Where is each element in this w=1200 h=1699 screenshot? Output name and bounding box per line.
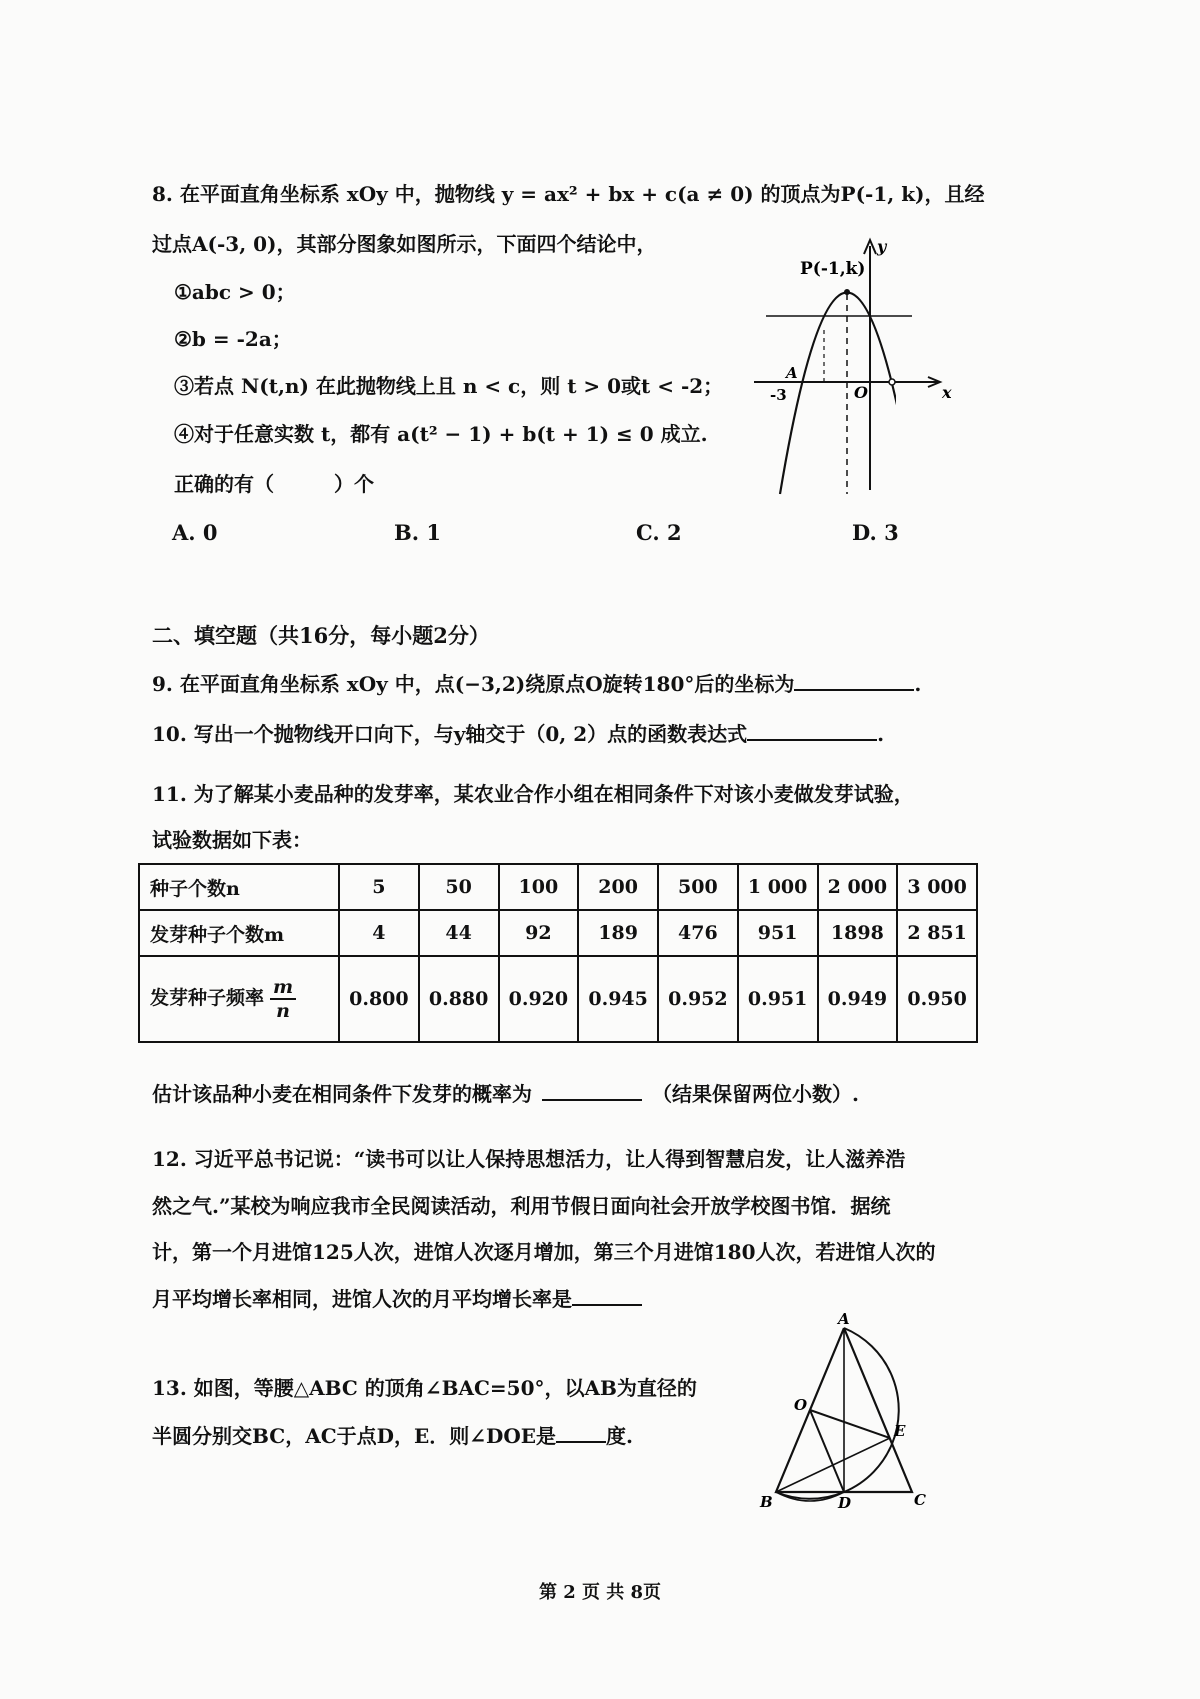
q8-line1: 8. 在平面直角坐标系 xOy 中，抛物线 y = ax² + bx + c(a ≠ 0) 的顶点为P(-1, k)，且经 bbox=[152, 182, 985, 206]
x-axis-label: x bbox=[942, 383, 952, 402]
q9-text: 9. 在平面直角坐标系 xOy 中，点(−3,2)绕原点O旋转180°后的坐标为 bbox=[152, 672, 795, 696]
table-cell: 3 000 bbox=[897, 864, 977, 910]
neg3-label: -3 bbox=[770, 386, 787, 404]
label-c: C bbox=[914, 1491, 926, 1509]
q12-line2: 然之气.”某校为响应我市全民阅读活动，利用节假日面向社会开放学校图书馆．据统 bbox=[152, 1194, 891, 1218]
fraction-denominator: n bbox=[276, 1000, 290, 1022]
table-row-frequency bbox=[139, 956, 977, 1042]
fraction-m-over-n bbox=[270, 976, 296, 1022]
q10-answer-blank[interactable] bbox=[747, 721, 877, 741]
q13-line1: 13. 如图，等腰△ABC 的顶角∠BAC=50°，以AB为直径的 bbox=[152, 1376, 697, 1400]
q8-option-d: D. 3 bbox=[852, 520, 899, 545]
q8-conclusion-3: ③若点 N(t,n) 在此抛物线上且 n < c，则 t > 0或t < -2； bbox=[174, 374, 724, 398]
q12-line1: 12. 习近平总书记说：“读书可以让人保持思想活力，让人得到智慧启发，让人滋养浩 bbox=[152, 1147, 906, 1171]
q11-estimate-text: 估计该品种小麦在相同条件下发芽的概率为 bbox=[152, 1082, 532, 1106]
section-title: 二、填空题（共16分，每小题2分） bbox=[152, 623, 490, 648]
table-cell: 1 000 bbox=[738, 864, 818, 910]
table-cell: 92 bbox=[499, 910, 579, 956]
table-cell: 189 bbox=[578, 910, 658, 956]
q8-conclusion-4: ④对于任意实数 t，都有 a(t² − 1) + b(t + 1) ≤ 0 成立. bbox=[174, 422, 708, 446]
q8-conclusion-2: ②b = -2a； bbox=[174, 327, 292, 351]
q12-answer-blank[interactable] bbox=[572, 1286, 642, 1306]
label-a: A bbox=[838, 1310, 850, 1328]
q11-estimate-end: （结果保留两位小数）. bbox=[652, 1082, 859, 1106]
segment-od bbox=[810, 1410, 844, 1492]
q10 bbox=[152, 720, 884, 748]
table-cell: 0.945 bbox=[578, 956, 658, 1042]
q12-line4 bbox=[152, 1285, 642, 1313]
q10-text: 10. 写出一个抛物线开口向下，与y轴交于（0, 2）点的函数表达式 bbox=[152, 722, 748, 746]
table-cell: 2 851 bbox=[897, 910, 977, 956]
row-head-frequency-label: 发芽种子频率 bbox=[150, 987, 265, 1009]
table-cell: 4 bbox=[339, 910, 419, 956]
table-cell: 0.950 bbox=[897, 956, 977, 1042]
q13-line2 bbox=[152, 1422, 633, 1450]
q9 bbox=[152, 670, 921, 698]
table-cell: 0.952 bbox=[658, 956, 738, 1042]
table-cell: 1898 bbox=[818, 910, 898, 956]
table-cell: 476 bbox=[658, 910, 738, 956]
q8-conclusion-1: ①abc > 0； bbox=[174, 280, 296, 304]
table-cell: 5 bbox=[339, 864, 419, 910]
segment-oe bbox=[810, 1410, 890, 1438]
q9-answer-blank[interactable] bbox=[794, 671, 914, 691]
row-head-seeds: 种子个数n bbox=[139, 864, 339, 910]
page-footer: 第 2 页 共 8页 bbox=[538, 1582, 662, 1603]
q8-question: 正确的有（ ）个 bbox=[174, 472, 374, 496]
table-cell: 44 bbox=[419, 910, 499, 956]
table-cell: 0.949 bbox=[818, 956, 898, 1042]
point-a-label: A bbox=[786, 364, 798, 382]
parabola-graph bbox=[740, 232, 960, 502]
table-row-germinated bbox=[139, 910, 977, 956]
table-row-seeds bbox=[139, 864, 977, 910]
row-head-frequency bbox=[139, 956, 339, 1042]
row-head-germinated: 发芽种子个数m bbox=[139, 910, 339, 956]
label-e: E bbox=[894, 1422, 906, 1440]
q11-line1: 11. 为了解某小麦品种的发芽率，某农业合作小组在相同条件下对该小麦做发芽试验， bbox=[152, 782, 914, 806]
y-axis-label: y bbox=[877, 237, 887, 256]
vertex-point bbox=[844, 289, 850, 295]
q11-answer-blank[interactable] bbox=[542, 1081, 642, 1101]
q8-option-b: B. 1 bbox=[394, 520, 441, 545]
q11-estimate bbox=[152, 1080, 859, 1108]
label-o: O bbox=[794, 1396, 808, 1414]
q9-end: . bbox=[914, 672, 922, 696]
table-cell: 0.880 bbox=[419, 956, 499, 1042]
label-b: B bbox=[760, 1493, 773, 1510]
q8-option-a: A. 0 bbox=[172, 520, 218, 545]
q12-line3: 计，第一个月进馆125人次，进馆人次逐月增加，第三个月进馆180人次，若进馆人次的 bbox=[152, 1240, 936, 1264]
q11-line2: 试验数据如下表： bbox=[152, 828, 312, 852]
table-cell: 50 bbox=[419, 864, 499, 910]
segment-be bbox=[776, 1438, 890, 1492]
right-root-point bbox=[889, 379, 895, 385]
q13-answer-blank[interactable] bbox=[556, 1423, 606, 1443]
table-cell: 200 bbox=[578, 864, 658, 910]
table-cell: 500 bbox=[658, 864, 738, 910]
table-cell: 100 bbox=[499, 864, 579, 910]
origin-label: O bbox=[854, 383, 868, 402]
q13-line2-text: 半圆分别交BC，AC于点D，E．则∠DOE是 bbox=[152, 1424, 556, 1448]
q12-line4-text: 月平均增长率相同，进馆人次的月平均增长率是 bbox=[152, 1287, 572, 1311]
fraction-numerator: m bbox=[270, 976, 296, 1000]
triangle-figure bbox=[752, 1310, 942, 1510]
table-cell: 0.920 bbox=[499, 956, 579, 1042]
table-cell: 0.800 bbox=[339, 956, 419, 1042]
q10-end: . bbox=[877, 722, 885, 746]
q8-line2: 过点A(-3, 0)，其部分图象如图所示，下面四个结论中， bbox=[152, 232, 657, 256]
q8-option-c: C. 2 bbox=[636, 520, 682, 545]
table-cell: 0.951 bbox=[738, 956, 818, 1042]
table-cell: 951 bbox=[738, 910, 818, 956]
vertex-label: P(-1,k) bbox=[800, 259, 866, 279]
table-cell: 2 000 bbox=[818, 864, 898, 910]
seed-data-table bbox=[138, 863, 978, 1043]
label-d: D bbox=[838, 1494, 852, 1510]
q13-line2-end: 度. bbox=[605, 1424, 633, 1448]
